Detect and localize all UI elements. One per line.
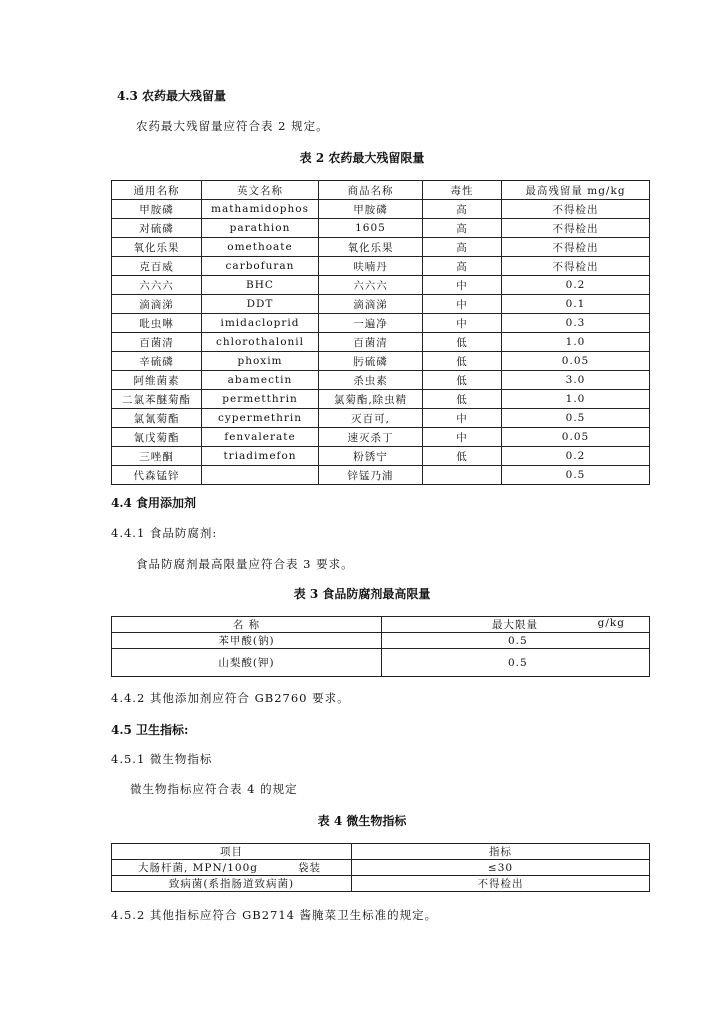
cell-toxicity: 低	[423, 447, 502, 466]
cell-trade-name: 速灭杀丁	[319, 428, 423, 447]
cell-common-name: 六六六	[112, 276, 202, 295]
section-4-3-heading: 4.3 农药最大残留量	[117, 89, 227, 103]
table-row	[112, 876, 650, 892]
cell-trade-name: 甲胺磷	[319, 200, 423, 219]
cell-common-name: 吡虫啉	[112, 314, 202, 333]
microbiology-table	[111, 843, 650, 892]
cell-toxicity: 高	[423, 257, 502, 276]
cell-common-name: 滴滴涕	[112, 295, 202, 314]
table-row	[112, 333, 650, 352]
table-row	[112, 649, 650, 677]
cell-trade-name: 1605	[319, 219, 423, 238]
cell-common-name: 辛硫磷	[112, 352, 202, 371]
cell-toxicity: 高	[423, 238, 502, 257]
cell-item	[112, 860, 352, 876]
cell-trade-name: 氧化乐果	[319, 238, 423, 257]
cell-max-residue: 0.5	[502, 466, 650, 485]
table-row	[112, 276, 650, 295]
cell-english-name: omethoate	[202, 238, 319, 257]
preservative-limit-table	[111, 616, 650, 677]
cell-common-name: 对硫磷	[112, 219, 202, 238]
cell-max-residue: 3.0	[502, 371, 650, 390]
cell-english-name: DDT	[202, 295, 319, 314]
cell-common-name: 甲胺磷	[112, 200, 202, 219]
section-4-4-2-text: 4.4.2 其他添加剂应符合 GB2760 要求。	[111, 691, 350, 705]
cell-common-name: 氯氰菊酯	[112, 409, 202, 428]
cell-trade-name: 肟硫磷	[319, 352, 423, 371]
header-indicator: 指标	[352, 844, 650, 860]
cell-common-name: 二氯苯醚菊酯	[112, 390, 202, 409]
cell-trade-name: 粉锈宁	[319, 447, 423, 466]
header-max-residue: 最高残留量 mg/kg	[502, 181, 650, 200]
cell-toxicity: 低	[423, 352, 502, 371]
table-4-caption: 表 4 微生物指标	[317, 814, 407, 828]
cell-trade-name: 杀虫素	[319, 371, 423, 390]
cell-max-residue: 0.05	[502, 428, 650, 447]
cell-toxicity: 中	[423, 409, 502, 428]
cell-trade-name: 百菌清	[319, 333, 423, 352]
table-row	[112, 371, 650, 390]
cell-english-name: BHC	[202, 276, 319, 295]
header-limit	[382, 617, 650, 633]
cell-english-name: carbofuran	[202, 257, 319, 276]
header-limit-unit: g/kg	[597, 617, 625, 629]
cell-max-residue: 不得检出	[502, 238, 650, 257]
cell-toxicity	[423, 466, 502, 485]
cell-trade-name: 滴滴涕	[319, 295, 423, 314]
cell-toxicity: 低	[423, 333, 502, 352]
table-row	[112, 238, 650, 257]
cell-common-name: 氧化乐果	[112, 238, 202, 257]
cell-max-residue: 0.2	[502, 447, 650, 466]
cell-toxicity: 中	[423, 314, 502, 333]
cell-english-name: parathion	[202, 219, 319, 238]
table-row	[112, 295, 650, 314]
section-4-5-1-text: 微生物指标应符合表 4 的规定	[130, 782, 298, 796]
table-header-row	[112, 617, 650, 633]
table-row	[112, 219, 650, 238]
cell-english-name: permetthrin	[202, 390, 319, 409]
cell-preservative-name: 苯甲酸(钠)	[112, 633, 382, 649]
cell-english-name: chlorothalonil	[202, 333, 319, 352]
cell-item-pack: 袋装	[298, 862, 321, 874]
header-common-name: 通用名称	[112, 181, 202, 200]
cell-english-name: imidacloprid	[202, 314, 319, 333]
cell-indicator: ≤30	[352, 860, 650, 876]
cell-common-name: 阿维菌素	[112, 371, 202, 390]
table-row	[112, 257, 650, 276]
cell-max-residue: 不得检出	[502, 200, 650, 219]
cell-item: 致病菌(系指肠道致病菌)	[112, 876, 352, 892]
cell-preservative-name: 山梨酸(钾)	[112, 649, 382, 677]
cell-english-name	[202, 466, 319, 485]
cell-max-residue: 不得检出	[502, 219, 650, 238]
cell-preservative-limit: 0.5	[382, 649, 650, 677]
cell-max-residue: 0.2	[502, 276, 650, 295]
cell-max-residue: 0.05	[502, 352, 650, 371]
header-english-name: 英文名称	[202, 181, 319, 200]
cell-toxicity: 低	[423, 371, 502, 390]
table-3-caption: 表 3 食品防腐剂最高限量	[293, 587, 431, 601]
cell-max-residue: 1.0	[502, 333, 650, 352]
table-row	[112, 409, 650, 428]
cell-common-name: 代森锰锌	[112, 466, 202, 485]
header-item: 项目	[112, 844, 352, 860]
cell-toxicity: 低	[423, 390, 502, 409]
cell-max-residue: 1.0	[502, 390, 650, 409]
cell-english-name: mathamidophos	[202, 200, 319, 219]
cell-trade-name: 灭百可,	[319, 409, 423, 428]
cell-toxicity: 中	[423, 295, 502, 314]
table-row	[112, 447, 650, 466]
cell-toxicity: 高	[423, 219, 502, 238]
table-row	[112, 390, 650, 409]
cell-trade-name: 锌锰乃浦	[319, 466, 423, 485]
table-2-caption: 表 2 农药最大残留限量	[299, 151, 425, 165]
cell-max-residue: 0.3	[502, 314, 650, 333]
cell-common-name: 三唑酮	[112, 447, 202, 466]
cell-trade-name: 六六六	[319, 276, 423, 295]
header-limit-label: 最大限量	[492, 619, 538, 631]
cell-trade-name: 氯菊酯,除虫精	[319, 390, 423, 409]
section-4-5-1-heading: 4.5.1 微生物指标	[111, 752, 213, 766]
cell-max-residue: 不得检出	[502, 257, 650, 276]
cell-trade-name: 呋喃丹	[319, 257, 423, 276]
table-header-row	[112, 181, 650, 200]
cell-toxicity: 中	[423, 276, 502, 295]
table-header-row	[112, 844, 650, 860]
cell-max-residue: 0.5	[502, 409, 650, 428]
section-4-4-1-text: 食品防腐剂最高限量应符合表 3 要求。	[136, 557, 354, 571]
header-toxicity: 毒性	[423, 181, 502, 200]
cell-max-residue: 0.1	[502, 295, 650, 314]
table-row	[112, 466, 650, 485]
cell-common-name: 氰戊菊酯	[112, 428, 202, 447]
table-row	[112, 860, 650, 876]
cell-english-name: triadimefon	[202, 447, 319, 466]
cell-common-name: 百菌清	[112, 333, 202, 352]
table-row	[112, 200, 650, 219]
section-4-5-heading: 4.5 卫生指标:	[111, 723, 189, 737]
cell-common-name: 克百威	[112, 257, 202, 276]
cell-preservative-limit: 0.5	[382, 633, 650, 649]
table-row	[112, 633, 650, 649]
section-4-4-1-heading: 4.4.1 食品防腐剂:	[111, 526, 218, 540]
cell-english-name: fenvalerate	[202, 428, 319, 447]
cell-item-label: 大肠杆菌, MPN/100g	[138, 862, 258, 874]
cell-trade-name: 一遍净	[319, 314, 423, 333]
cell-indicator: 不得检出	[352, 876, 650, 892]
table-row	[112, 428, 650, 447]
cell-english-name: phoxim	[202, 352, 319, 371]
table-row	[112, 352, 650, 371]
cell-toxicity: 高	[423, 200, 502, 219]
cell-toxicity: 中	[423, 428, 502, 447]
pesticide-residue-table	[111, 180, 650, 485]
cell-english-name: cypermethrin	[202, 409, 319, 428]
section-4-4-heading: 4.4 食用添加剂	[111, 496, 197, 510]
header-name: 名 称	[112, 617, 382, 633]
header-trade-name: 商品名称	[319, 181, 423, 200]
section-4-5-2-text: 4.5.2 其他指标应符合 GB2714 酱腌菜卫生标准的规定。	[111, 908, 438, 922]
section-4-3-text: 农药最大残留量应符合表 2 规定。	[136, 119, 329, 133]
table-row	[112, 314, 650, 333]
cell-english-name: abamectin	[202, 371, 319, 390]
